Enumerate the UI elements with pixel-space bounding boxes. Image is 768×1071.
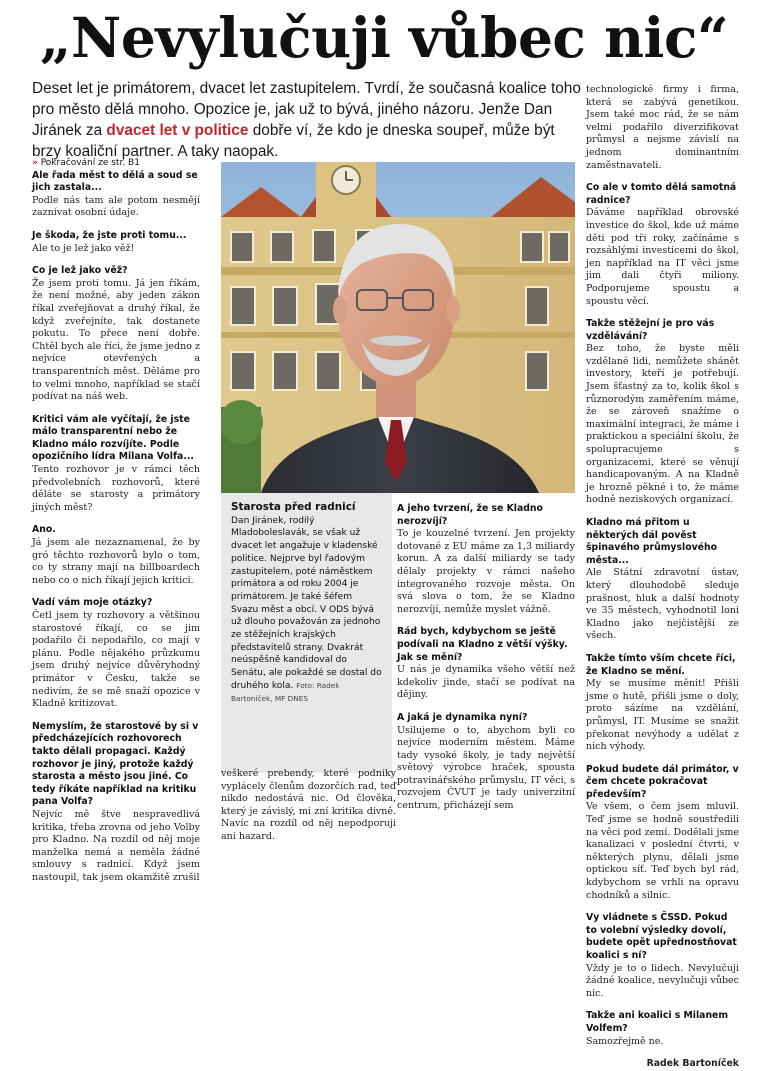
lead-paragraph [32, 78, 584, 162]
interview-question: Co ale v tomto dělá samotná radnice? [586, 182, 737, 206]
photo-caption-box [221, 493, 392, 773]
interview-answer: Ve všem, o čem jsem mluvil. Teď jsme se hodně soustředili na věci pod zemí. Dodělali jsme kanalizaci v poslední čtvrti, v některých plynu, dělali jsme optickou síť. Teď bych byl rád, kdybychom se vrhli na opravu chodníků a silnic. [586, 801, 739, 901]
interview-question: Vy vládnete s ČSSD. Pokud to volební výsledky dovolí, budete opět upřednostňovat koalici s ní? [586, 912, 737, 961]
interview-answer: Podle nás tam ale potom nesmějí zaznívat osobní údaje. [32, 194, 200, 219]
interview-question: Ale řada měst to dělá a soud se jich zastala... [32, 169, 198, 194]
photo-credit: Foto: Radek Bartoníček, MF DNES [231, 680, 340, 703]
caption-title: Starosta před radnicí [231, 501, 356, 513]
interview-answer: Samozřejmě ne. [586, 1035, 664, 1047]
interview-answer: Nejvíc mě štve nespravedlivá kritika, třeba zrovna od jeho Volby pro Kladno. Na rozdíl od něj moje manželka nemá a neměla žádné smlouvy s radnicí. Když jsem nastoupil, tak jsem okamžitě zrušil [32, 808, 200, 883]
caption-text: Dan Jiránek, rodilý Mladoboleslavák, se však už dvacet let angažuje v kladenské politice. Nejprve byl řadovým zastupitelem, poté náměstkem primátora a od roku 2004 je primátorem. Je také šéfem Svazu měst a obcí. V ODS bývá už dlouho považován za jednoho ze stěžejních krajských představitelů strany. Dvakrát neúspěšně kandidoval do Senátu, ale pokaždé se dostal do druhého kola. [231, 515, 382, 691]
interview-question: A jeho tvrzení, že se Kladno nerozvíjí? [397, 503, 543, 527]
headline: „Nevylučuji vůbec nic“ [39, 5, 729, 70]
column-2-body [397, 503, 575, 813]
interview-answer: Bez toho, že byste měli vzdělané lidi, nemůžete shánět investory, kteří je potřebují. Jsem šťastný za to, kolik škol s různorodým zaměřením máme, že se zároveň snažíme o maximální integraci, že máme i praktickou a speciální školu, že spolupracujeme s organizacemi, které se věnují handicapovaným. A na Kladně je hrozně pěkné i to, že máme hodně neziskových organizací. [586, 343, 739, 506]
interview-answer: My se musíme měnit! Přišli jsme o hutě, přišli jsme o doly, proto sázíme na vzdělání, průmysl, IT. Musíme se snažit překonat nevýhody a udělat z nich výhody. [586, 678, 739, 753]
interview-answer: Četl jsem ty rozhovory a většinou starostové říkají, co se jim podařilo či nepodařilo, co mají v plánu. Podle nějakého průzkumu jsem druhý nejvíce důvěryhodný primátor v Česku, takže se nedivím, že se mě snaží opozice v Kladně kritizovat. [32, 610, 200, 710]
interview-answer: U nás je dynamika všeho větší než kdekoliv jinde, stačí se podívat na dějiny. [397, 664, 575, 701]
continued-note [32, 157, 200, 170]
article-column-3 [586, 84, 739, 1071]
interview-question: Je škoda, že jste proti tomu... [32, 229, 187, 241]
interview-answer: Tento rozhovor je v rámci těch předvolebních rozhovorů, které děláte se starosty a primátory jiných měst? [32, 464, 200, 513]
portrait-photo [221, 162, 575, 493]
interview-answer: Usilujeme o to, abychom byli co nejvíce moderním městem. Máme tady vysoké školy, je tady největší světový výrobce hraček, spousta potravinářského průmyslu, IT věci, s rozvojem ČVUT je tady univerzitní centrum, přicházejí sem [397, 724, 575, 812]
lead-text-end: dobře ví, že kdo je dneska soupeř, může být brzy koaliční partner. A taky naopak. [32, 122, 555, 160]
interview-question: Kladno má přitom u některých dál pověst špinavého průmyslového města... [586, 517, 717, 566]
lead-text: Deset let je primátorem, dvacet let zastupitelem. Tvrdí, že současná koalice toho pro město dělá mnoho. Opozice je, jak už to bývá, jiného názoru. Jenže Dan Jiránek za [32, 80, 581, 139]
article-column-1 [32, 157, 200, 894]
interview-question: Takže tímto vším chcete říci, že Kladno se mění. [586, 652, 736, 677]
interview-question: Co je lež jako věž? [32, 265, 128, 277]
continued-text: Pokračování ze str. B1 [40, 158, 140, 168]
interview-question: Vadí vám moje otázky? [32, 597, 153, 609]
interview-answer: technologické firmy i firma, která se zabývá genetikou. Jsem také moc rád, že se nám velmi podařilo diverzifikovat průmysl a nejsme závislí na jednom dominantním zaměstnavateli. [586, 84, 739, 171]
interview-answer: Vždy je to o lidech. Nevylučuji žádné koalice, nevylučuji vůbec nic. [586, 962, 739, 999]
interview-answer: Já jsem ale nezaznamenal, že by gró těchto rozhovorů bylo o tom, co ty strany mají na billboardech nebo co o nich říkají jejich kritici. [32, 537, 200, 586]
interview-answer: To je kouzelné tvrzení. Jen projekty dotované z EU máme za 1,3 miliardy korun. A za další miliardy se tady dělaly projekty v rámci našeho integrovaného rozvoje města. On svá slova o tom, že se Kladno nerozvíjí, nemůže myslet vážně. [397, 528, 575, 615]
interview-question: Ano. [32, 524, 56, 536]
interview-question: Takže stěžejní je pro vás vzdělávání? [586, 318, 715, 342]
column-3-body [586, 84, 739, 1048]
interview-question: Rád bych, kdybychom se ještě podívali na Kladno z větší výšky. Jak se mění? [397, 626, 568, 663]
interview-answer: Že jsem proti tomu. Já jen říkám, že není možné, aby jeden zákon říkal zveřejňovat a druhý říkal, že když zveřejníte, tak dostanete pokutu. To přece není dobře. Chtěl bych ale říci, že jsme jedno z nejvíce otevřených a transparentních měst. Děláme pro to velmi mnoho, například se stačí podívat na náš web. [32, 277, 200, 403]
column-tail-text: veškeré prebendy, které podniky vyplácely členům dozorčích rad, teď nikdo nedostává nic. Od člověka, který je závislý, mi zní kritika divně. Navíc na rozdíl od něj nepodporuji ani hazard. [221, 768, 396, 842]
interview-question: A jaká je dynamika nyní? [397, 711, 528, 723]
author-signature: Radek Bartoníček [646, 1058, 739, 1070]
continued-arrow: » [32, 158, 38, 168]
article-column-2 [397, 503, 575, 823]
interview-question: Kritici vám ale vyčítají, že jste málo transparentní nebo že Kladno málo rozvíjíte. Podle opozičního lídra Milana Volfa... [32, 413, 194, 463]
interview-question: Takže ani koalici s Milanem Volfem? [586, 1010, 729, 1034]
lead-highlight: dvacet let v politice [106, 122, 249, 139]
interview-answer: Ale Státní zdravotní ústav, který dlouhodobě sleduje prašnost, hluk a další hodnoty ve 35 městech, vyhodnotil loni Kladno jako nejčistější ze všech. [586, 567, 739, 642]
interview-answer: Dáváme například obrovské investice do škol, kde už máme děti pod tři roky, začínáme s rozsáhlými investicemi do škol, jen například na IT věci jsme jim dali čtyři miliony. Podporujeme spoustu a spoustu věcí. [586, 207, 739, 307]
interview-question: Nemyslím, že starostové by si v předcházejících rozhovorech takto dělali propagaci. Každý rozhovor je jiný, protože každý starosta a město jsou jiné. Co tedy říkáte například na kritiku pana Volfa? [32, 720, 199, 808]
interview-answer: Ale to je lež jako věž! [32, 242, 135, 254]
column-1-body [32, 170, 200, 885]
interview-question: Pokud budete dál primátor, v čem chcete pokračovat především? [586, 763, 739, 800]
